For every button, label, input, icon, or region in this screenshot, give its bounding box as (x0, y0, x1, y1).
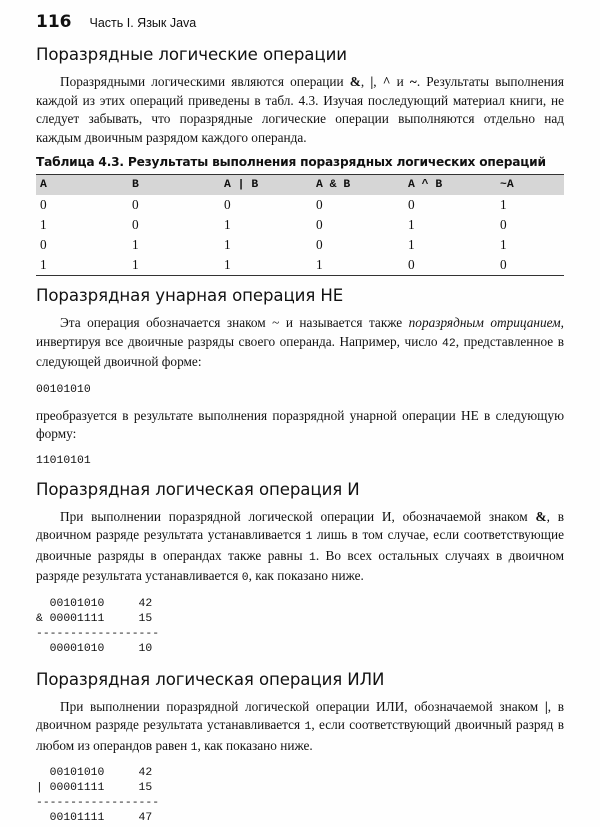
table-cell: 0 (132, 217, 139, 232)
section-heading-and: Поразрядная логическая операция И (36, 479, 360, 499)
table-header-cell: A ^ B (404, 175, 496, 196)
table-cell: 0 (132, 197, 139, 212)
table-cell: 1 (408, 237, 415, 252)
paragraph-not-result: преобразуется в результате выполнения поразрядной унарной операции НЕ в следующую форму: (36, 407, 564, 441)
section-heading-or: Поразрядная логическая операция ИЛИ (36, 669, 385, 689)
running-title: Часть I. Язык Java (89, 16, 197, 30)
table-header-cell: A | B (220, 175, 312, 196)
section-heading-not: Поразрядная унарная операция НЕ (36, 286, 344, 305)
table-cell: 0 (500, 217, 507, 232)
table-row (36, 215, 564, 235)
table-header-cell: ~A (496, 175, 564, 196)
table-cell: 0 (404, 255, 496, 276)
page-number: 116 (36, 12, 72, 32)
page-header (36, 12, 564, 36)
table-cell: 1 (500, 237, 507, 252)
code-line: | 00001111 15 (36, 782, 153, 794)
book-page (36, 12, 564, 826)
code-line: 00001010 10 (36, 642, 153, 655)
table-cell: 1 (132, 237, 139, 252)
table-cell: 1 (128, 255, 220, 276)
code-line: & 00001111 15 (36, 612, 153, 625)
table-cell: 0 (496, 255, 564, 276)
code-block-and (36, 597, 564, 657)
table-cell: 0 (316, 237, 323, 252)
table-cell: 0 (316, 197, 323, 212)
code-line: 00101010 42 (36, 597, 153, 610)
paragraph-intro: Поразрядными логическими являются операции &, |, ^ и ~. Результаты выполнения каждой из этих операций приведены в табл. 4.3. Изучая последующий материал книги, не следует забывать, что поразрядные логические операции выполняются отдельно над каждым двоичным разрядом каждого операнда. (36, 74, 565, 145)
table-cell: 1 (224, 237, 231, 252)
table-cell: 0 (40, 197, 47, 212)
table-cell: 1 (500, 197, 507, 212)
table-header-cell: A & B (312, 175, 404, 196)
code-binary-42: 00101010 (36, 383, 91, 396)
code-line: ------------------ (36, 627, 160, 640)
table-cell: 0 (316, 217, 323, 232)
paragraph-not-intro: Эта операция обозначается знаком ~ и называется также поразрядным отрицанием, инвертируя все двоичные разряды своего операнда. Например, число 42, представленное в следующей двоичной форме: (36, 315, 564, 369)
table-cell: 1 (224, 217, 231, 232)
table-cell: 0 (408, 197, 415, 212)
code-line: ------------------ (36, 797, 160, 809)
table-caption: Таблица 4.3. Результаты выполнения поразрядных логических операций (36, 155, 546, 169)
table-row (36, 255, 564, 276)
table-cell: 0 (224, 197, 231, 212)
table-cell: 0 (40, 237, 47, 252)
table-header-row (36, 175, 564, 196)
table-row (36, 235, 564, 255)
table-cell: 1 (220, 255, 312, 276)
code-binary-inverted: 11010101 (36, 454, 91, 467)
table-row (36, 195, 564, 215)
results-table (36, 174, 564, 276)
table-cell: 1 (40, 217, 47, 232)
table-header-cell: A (36, 175, 128, 196)
section-heading-bitwise-logical: Поразрядные логические операции (36, 45, 347, 64)
table-cell: 1 (36, 255, 128, 276)
code-line: 00101010 42 (36, 767, 153, 779)
table-cell: 1 (312, 255, 404, 276)
code-block-or (36, 766, 564, 826)
paragraph-and: При выполнении поразрядной логической операции И, обозначаемой знаком &, в двоичном разряде результата устанавливается 1 лишь в том случае, если соответствующие двоичные разряды в операндах также равны 1. Во всех остальных случаях в двоичном разряде результата устанавливается 0, как показано ниже. (36, 508, 564, 584)
table-cell: 1 (408, 217, 415, 232)
paragraph-or: При выполнении поразрядной логической операции ИЛИ, обозначаемой знаком |, в двоичном разряде результата устанавливается 1, если соответствующий двоичный разряд в любом из операндов равен 1, как показано ниже. (36, 698, 565, 754)
table-header-cell: B (128, 175, 220, 196)
code-line: 00101111 47 (36, 812, 153, 824)
